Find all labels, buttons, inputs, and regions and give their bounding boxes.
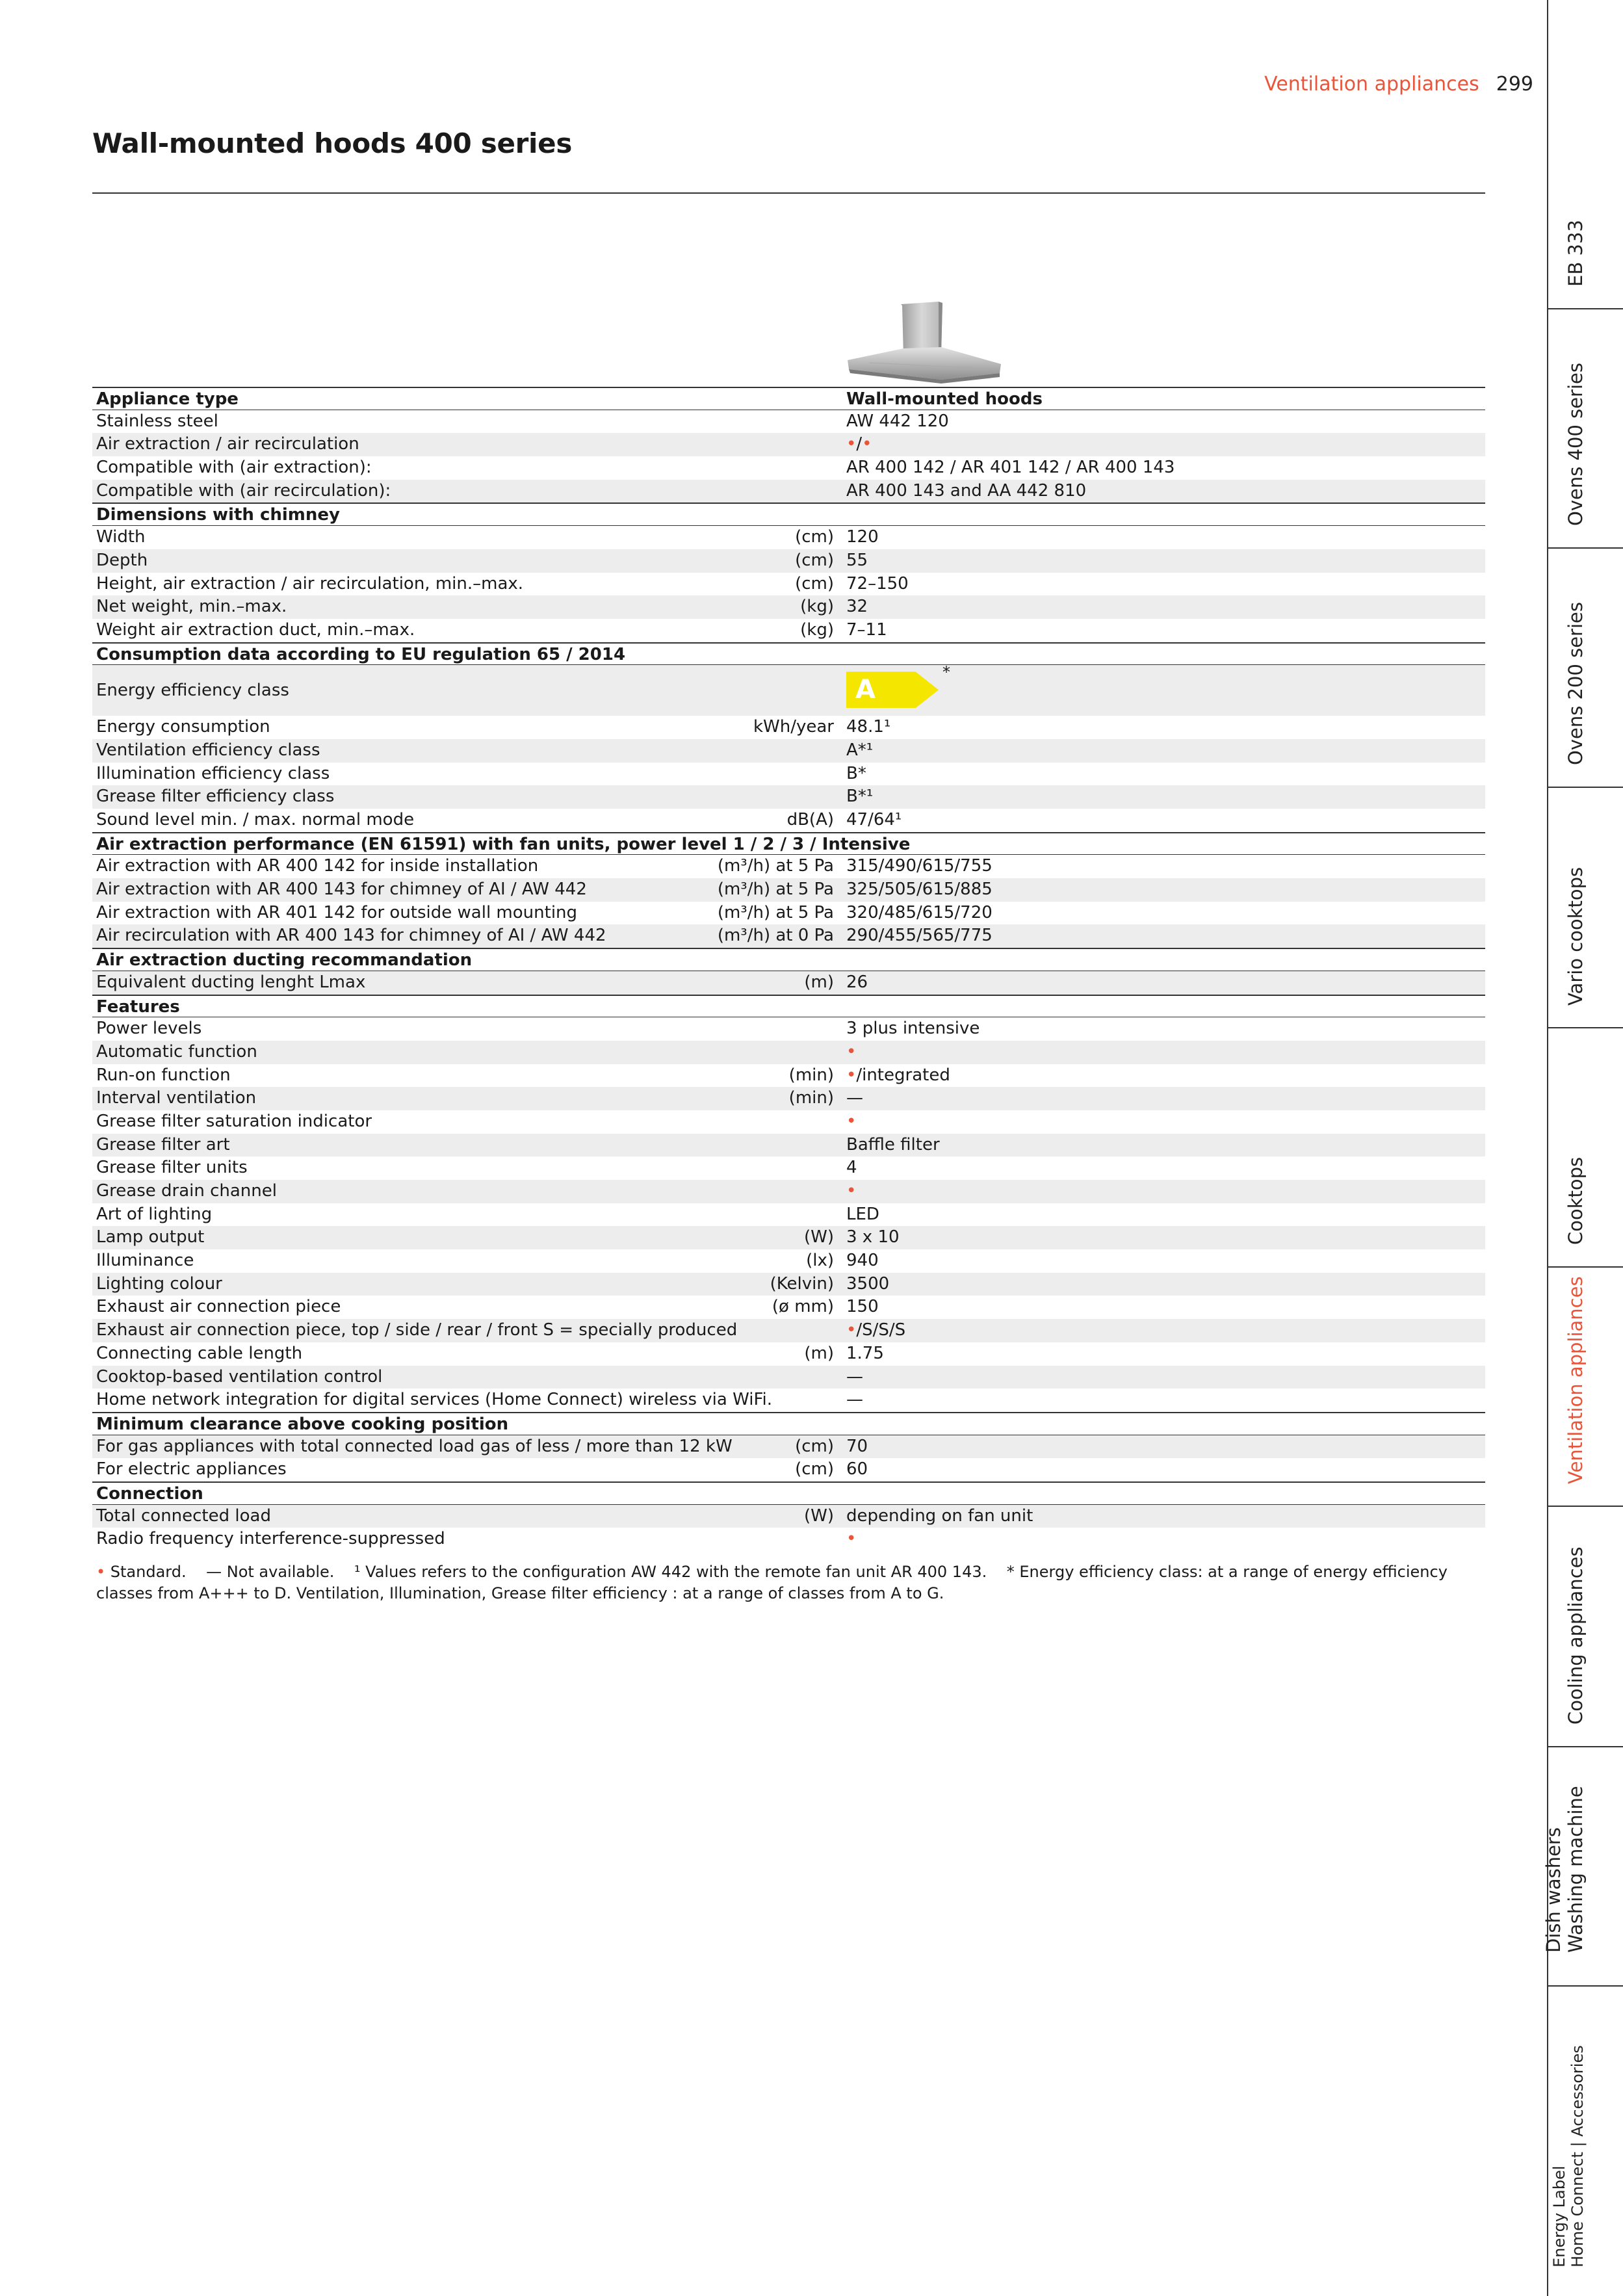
row-value: Wall-mounted hoods: [846, 389, 1043, 409]
standard-dot: •: [846, 434, 857, 454]
section-heading-ducting: [92, 948, 1485, 971]
table-row: [92, 1226, 1485, 1249]
section-heading: Air extraction performance (EN 61591) with fan units, power level 1 / 2 / 3 / Intensive: [96, 834, 911, 854]
table-row: [92, 1134, 1485, 1157]
tab-label: Cooling appliances: [1564, 1546, 1587, 1725]
row-unit: kWh/year: [753, 717, 834, 737]
table-row: [92, 410, 1485, 434]
table-row: [92, 1041, 1485, 1064]
tab-dish-washers-washing-machine[interactable]: [1542, 1747, 1623, 1987]
row-value: 32: [846, 597, 868, 617]
tab-eb-333[interactable]: [1548, 0, 1623, 309]
table-row: [92, 1435, 1485, 1459]
table-row: [92, 1249, 1485, 1273]
row-value: B*: [846, 763, 866, 783]
row-unit: (kg): [800, 597, 834, 617]
tab-ovens-400-series[interactable]: [1548, 309, 1623, 549]
page-number: 299: [1496, 73, 1533, 96]
standard-dot: •: [846, 1041, 857, 1062]
row-value: 3 plus intensive: [846, 1019, 980, 1039]
footnote: [96, 1561, 1487, 1604]
table-row: [92, 549, 1485, 573]
tab-label: Vario cooktops: [1564, 867, 1587, 1006]
table-row-energy-class: [92, 665, 1485, 716]
row-label: Exhaust air connection piece, top / side / rear / front S = specially produced: [96, 1320, 738, 1340]
row-unit: (min): [788, 1088, 834, 1108]
row-value: A*¹: [846, 740, 874, 760]
row-label: Energy efficiency class: [96, 681, 289, 701]
row-label: Compatible with (air extraction):: [96, 458, 372, 478]
section-heading: Features: [96, 997, 180, 1017]
standard-dot: •: [846, 1529, 857, 1549]
table-row: [92, 1296, 1485, 1319]
row-label: Connecting cable length: [96, 1343, 303, 1363]
row-label: Sound level min. / max. normal mode: [96, 810, 415, 829]
tab-vario-cooktops[interactable]: [1548, 788, 1623, 1028]
standard-dot: •: [846, 1111, 857, 1131]
footnote-not-available: — Not available.: [206, 1563, 335, 1581]
row-value: 55: [846, 550, 868, 570]
title-divider: [92, 192, 1485, 194]
row-label: Home network integration for digital services (Home Connect) wireless via WiFi.: [96, 1390, 773, 1410]
row-label: Power levels: [96, 1019, 202, 1039]
row-value-text: /S/S/S: [856, 1320, 906, 1340]
table-row: [92, 855, 1485, 878]
row-unit: (m³/h) at 5 Pa: [717, 856, 834, 876]
tab-label-line2: Home Connect | Accessories: [1568, 2045, 1587, 2267]
row-value: 4: [846, 1158, 857, 1178]
row-label: Interval ventilation: [96, 1088, 257, 1108]
row-unit: (m³/h) at 0 Pa: [717, 926, 834, 946]
section-heading-connection: [92, 1481, 1485, 1505]
row-value-text: /: [856, 434, 863, 454]
row-label: Air extraction / air recirculation: [96, 434, 359, 454]
row-label: Energy consumption: [96, 717, 270, 737]
row-value: 120: [846, 527, 879, 547]
row-value: 940: [846, 1251, 879, 1271]
standard-dot: •: [846, 1320, 857, 1340]
page-title: Wall-mounted hoods 400 series: [92, 127, 573, 159]
row-unit: (cm): [795, 527, 834, 547]
section-heading: Consumption data according to EU regulation 65 / 2014: [96, 644, 626, 664]
row-unit: (cm): [795, 1436, 834, 1456]
row-label: Run-on function: [96, 1065, 231, 1085]
row-label: Net weight, min.–max.: [96, 597, 287, 617]
row-unit: (lx): [806, 1251, 834, 1271]
footnote-standard: Standard.: [105, 1563, 187, 1581]
row-unit: (m): [804, 1343, 834, 1363]
standard-dot: •: [846, 1065, 857, 1085]
row-label: Width: [96, 527, 146, 547]
row-label: Air recirculation with AR 400 143 for chimney of AI / AW 442: [96, 926, 606, 946]
row-unit: (ø mm): [772, 1297, 834, 1317]
footnote-note2: * Energy efficiency class: at a range of energy efficiency classes from A+++ to D. Ventilation, Illumination, Grease filter efficiency : at a range of classes from A to G.: [96, 1563, 1448, 1602]
row-label: Grease filter units: [96, 1158, 248, 1178]
tab-cooktops[interactable]: [1548, 1028, 1623, 1268]
row-unit: (W): [804, 1506, 834, 1526]
tab-energy-label-home-connect[interactable]: [1548, 1987, 1623, 2296]
row-label: Grease filter saturation indicator: [96, 1111, 372, 1131]
table-row: [92, 739, 1485, 763]
row-value: 72–150: [846, 573, 909, 594]
section-heading: Dimensions with chimney: [96, 505, 340, 525]
standard-dot: •: [862, 434, 872, 454]
table-row: [92, 1180, 1485, 1203]
row-label: Automatic function: [96, 1041, 257, 1062]
table-row: [92, 526, 1485, 549]
row-label: Air extraction with AR 400 142 for inside installation: [96, 856, 539, 876]
tab-label-line1: Dish washers: [1542, 1827, 1565, 1953]
section-heading: Connection: [96, 1483, 203, 1504]
table-row: [92, 1064, 1485, 1088]
row-label: Total connected load: [96, 1506, 271, 1526]
table-row: [92, 971, 1485, 995]
tab-label: [1550, 2045, 1587, 2267]
tab-cooling-appliances[interactable]: [1548, 1507, 1623, 1747]
chapter-sidebar: [1542, 0, 1623, 2296]
table-row: [92, 1389, 1485, 1412]
table-row: [92, 1203, 1485, 1227]
row-label: Lamp output: [96, 1227, 205, 1247]
row-label: Air extraction with AR 400 143 for chimney of AI / AW 442: [96, 880, 587, 900]
row-label: Illuminance: [96, 1251, 194, 1271]
table-row: [92, 1528, 1485, 1551]
row-unit: (m³/h) at 5 Pa: [717, 880, 834, 900]
section-heading-performance: [92, 832, 1485, 855]
tab-label-line2: Washing machine: [1564, 1786, 1587, 1953]
table-row: [92, 1017, 1485, 1041]
row-unit: (cm): [795, 1459, 834, 1480]
table-row: [92, 456, 1485, 480]
table-header-row: [92, 387, 1485, 410]
table-row: [92, 1156, 1485, 1180]
row-label: Radio frequency interference-suppressed: [96, 1529, 445, 1549]
table-row: [92, 1342, 1485, 1366]
row-label: Grease drain channel: [96, 1181, 277, 1201]
row-label: Compatible with (air recirculation):: [96, 480, 391, 501]
row-value: LED: [846, 1204, 879, 1224]
standard-dot: •: [846, 1181, 857, 1201]
row-value: 150: [846, 1297, 879, 1317]
row-value: —: [846, 1366, 863, 1387]
tab-label: EB 333: [1564, 220, 1587, 287]
tab-label: Cooktops: [1564, 1156, 1587, 1245]
table-row: [92, 1273, 1485, 1296]
row-unit: (min): [788, 1065, 834, 1085]
row-value: 47/64¹: [846, 810, 902, 829]
row-label: Cooktop-based ventilation control: [96, 1366, 383, 1387]
spec-table: [92, 387, 1485, 1551]
row-value: 70: [846, 1436, 868, 1456]
wall-hood-product-image: [844, 300, 1004, 384]
section-heading-features: [92, 995, 1485, 1018]
table-row: [92, 619, 1485, 642]
row-label: Equivalent ducting lenght Lmax: [96, 972, 366, 992]
row-label: Lighting colour: [96, 1273, 222, 1294]
row-value: 1.75: [846, 1343, 884, 1363]
row-value: [846, 1064, 950, 1088]
row-value: AW 442 120: [846, 411, 949, 431]
row-unit: (Kelvin): [770, 1273, 834, 1294]
row-unit: (cm): [795, 573, 834, 594]
row-label: For electric appliances: [96, 1459, 287, 1480]
row-unit: (m³/h) at 5 Pa: [717, 902, 834, 922]
row-value: 290/455/565/775: [846, 926, 993, 946]
row-value: B*¹: [846, 787, 874, 807]
table-row: [92, 878, 1485, 902]
tab-label-line1: Energy Label: [1550, 2165, 1568, 2267]
row-label: Art of lighting: [96, 1204, 213, 1224]
row-label: Grease filter efficiency class: [96, 787, 335, 807]
row-value: depending on fan unit: [846, 1506, 1033, 1526]
row-value: AR 400 142 / AR 401 142 / AR 400 143: [846, 458, 1175, 478]
row-label: Depth: [96, 550, 148, 570]
tab-label: Ventilation appliances: [1564, 1276, 1587, 1484]
table-row: [92, 595, 1485, 619]
table-row: [92, 573, 1485, 596]
table-row: [92, 1366, 1485, 1389]
row-value: 60: [846, 1459, 868, 1480]
row-unit: (cm): [795, 550, 834, 570]
table-row: [92, 1087, 1485, 1110]
table-row: [92, 1458, 1485, 1481]
row-label: Ventilation efficiency class: [96, 740, 320, 760]
tab-label: [1542, 1786, 1587, 1953]
row-value: —: [846, 1088, 863, 1108]
row-value: —: [846, 1390, 863, 1410]
row-value: [846, 433, 872, 456]
table-row: [92, 902, 1485, 925]
standard-dot: •: [96, 1563, 106, 1581]
row-label: Grease filter art: [96, 1134, 230, 1155]
tab-label: Ovens 200 series: [1564, 602, 1587, 765]
table-row: [92, 1505, 1485, 1528]
section-heading: Air extraction ducting recommandation: [96, 950, 473, 971]
tab-label: Ovens 400 series: [1564, 363, 1587, 526]
footnote-note1: ¹ Values refers to the configuration AW 442 with the remote fan unit AR 400 143.: [354, 1563, 987, 1581]
section-name: Ventilation appliances: [1264, 73, 1479, 96]
row-label: Air extraction with AR 401 142 for outside wall mounting: [96, 902, 578, 922]
row-label: Height, air extraction / air recirculation, min.–max.: [96, 573, 524, 594]
row-value: AR 400 143 and AA 442 810: [846, 480, 1087, 501]
row-unit: (kg): [800, 620, 834, 640]
energy-label-badge: [846, 663, 950, 708]
row-value: Baffle filter: [846, 1134, 940, 1155]
row-value: 26: [846, 972, 868, 992]
row-value: 3 x 10: [846, 1227, 900, 1247]
section-heading-consumption: [92, 642, 1485, 666]
table-row: [92, 1319, 1485, 1342]
row-value-text: /integrated: [856, 1065, 950, 1085]
energy-footnote-marker: *: [942, 663, 950, 682]
row-label: Appliance type: [96, 389, 239, 409]
row-value: 320/485/615/720: [846, 902, 993, 922]
table-row: [92, 809, 1485, 832]
table-row: [92, 716, 1485, 739]
section-heading: Minimum clearance above cooking position: [96, 1414, 509, 1434]
row-value: 48.1¹: [846, 717, 891, 737]
section-heading-clearance: [92, 1412, 1485, 1435]
row-value: 7–11: [846, 620, 887, 640]
row-value: 315/490/615/755: [846, 856, 993, 876]
section-heading-dimensions: [92, 502, 1485, 526]
row-value: 3500: [846, 1273, 890, 1294]
table-row: [92, 785, 1485, 809]
row-value: 325/505/615/885: [846, 880, 993, 900]
energy-class-letter: A: [855, 675, 876, 705]
row-unit: (m): [804, 972, 834, 992]
tab-ventilation-appliances[interactable]: [1548, 1268, 1623, 1507]
table-row: [92, 1110, 1485, 1134]
table-row: [92, 433, 1485, 456]
table-row: [92, 480, 1485, 503]
row-unit: dB(A): [786, 810, 834, 829]
row-label: Weight air extraction duct, min.–max.: [96, 620, 415, 640]
page-header: [1264, 73, 1533, 96]
table-row: [92, 924, 1485, 948]
table-row: [92, 763, 1485, 786]
row-label: Exhaust air connection piece: [96, 1297, 341, 1317]
row-label: Illumination efficiency class: [96, 763, 330, 783]
row-unit: (W): [804, 1227, 834, 1247]
row-label: For gas appliances with total connected load gas of less / more than 12 kW: [96, 1436, 733, 1456]
row-label: Stainless steel: [96, 411, 218, 431]
row-value: [846, 1319, 905, 1342]
tab-ovens-200-series[interactable]: [1548, 549, 1623, 788]
